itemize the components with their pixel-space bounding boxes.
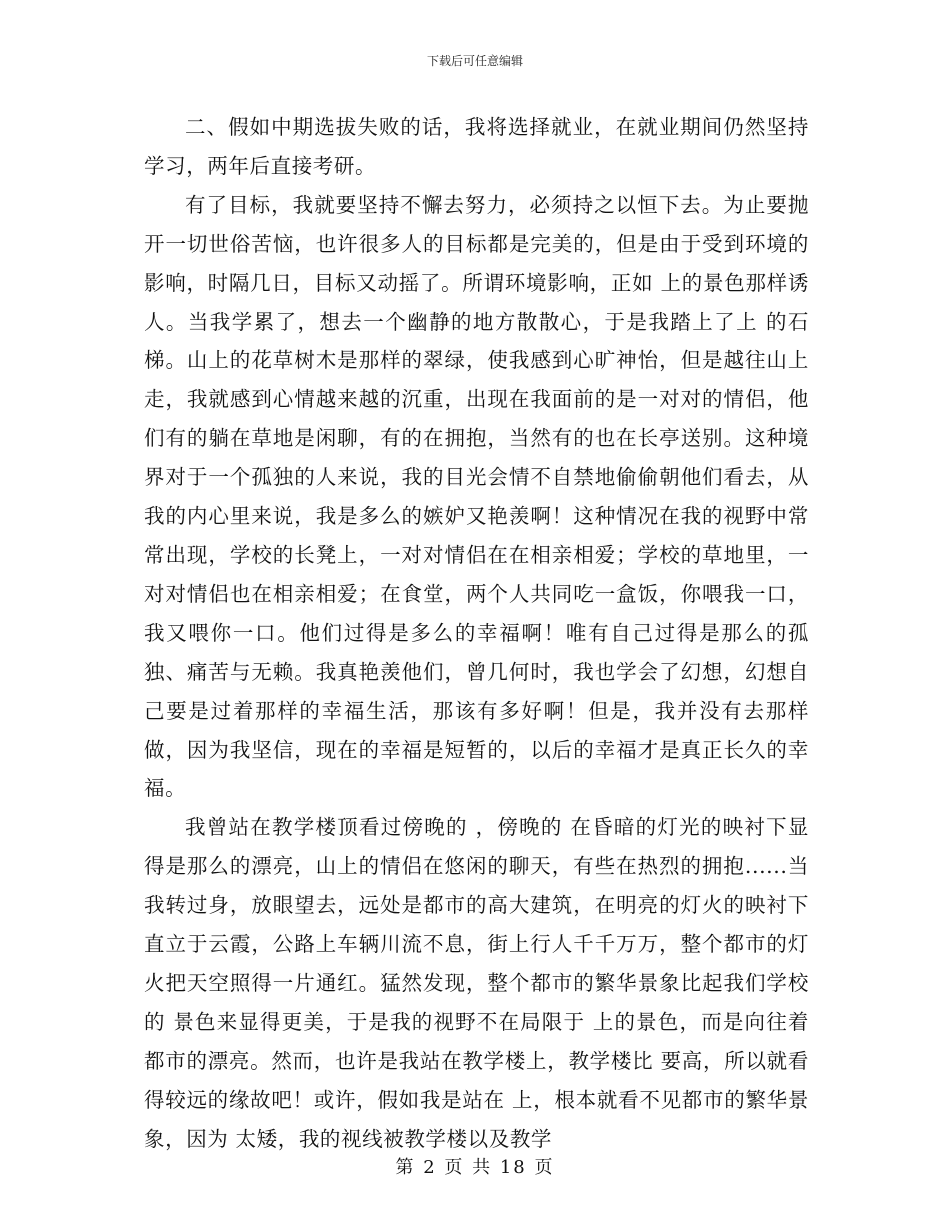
body-text bbox=[144, 108, 809, 1158]
paragraph-1: 二、假如中期选拔失败的话，我将选择就业，在就业期间仍然坚持学习，两年后直接考研。 bbox=[144, 115, 809, 178]
paragraph-2: 有了目标，我就要坚持不懈去努力，必须持之以恒下去。为止要抛开一切世俗苦恼，也许很多人的目标都是完美的，但是由于受到环境的影响，时隔几日，目标又动摇了。所谓环境影响，正如 上的景色那样诱人。当我学累了，想去一个幽静的地方散散心，于是我踏上了上 的石梯。山上的花草树木是那样的翠绿，使我感到心旷神怡，但是越往山上走，我就感到心情越来越的沉重，出现在我面前的是一对对的情侣，他们有的躺在草地是闲聊，有的在拥抱，当然有的也在长亭送别。这种境界对于一个孤独的人来说，我的目光会情不自禁地偷偷朝他们看去，从我的内心里来说，我是多么的嫉妒又艳羡啊！这种情况在我的视野中常常出现，学校的长凳上，一对对情侣在在相亲相爱；学校的草地里，一对对情侣也在相亲相爱；在食堂，两个人共同吃一盒饭，你喂我一口，我又喂你一口。他们过得是多么的幸福啊！唯有自己过得是那么的孤独、痛苦与无赖。我真艳羡他们，曾几何时，我也学会了幻想，幻想自己要是过着那样的幸福生活，那该有多好啊！但是，我并没有去那样做，因为我坚信，现在的幸福是短暂的，以后的幸福才是真正长久的幸福。 bbox=[144, 192, 809, 801]
paragraph-3: 我曾站在教学楼顶看过傍晚的 ，傍晚的 在昏暗的灯光的映衬下显得是那么的漂亮，山上的情侣在悠闲的聊天，有些在热烈的拥抱......当我转过身，放眼望去，远处是都市的高大建筑，在明亮的灯火的映衬下直立于云霞，公路上车辆川流不息，街上行人千千万万，整个都市的灯火把天空照得一片通红。猛然发现，整个都市的繁华景象比起我们学校的 景色来显得更美，于是我的视野不在局限于 上的景色，而是向往着都市的漂亮。然而，也许是我站在教学楼上，教学楼比 要高，所以就看得较远的缘故吧！或许，假如我是站在 上，根本就看不见都市的繁华景象，因为 太矮，我的视线被教学楼以及教学 bbox=[144, 815, 809, 1151]
page-footer: 第 2 页 共 18 页 bbox=[395, 1157, 555, 1178]
page-header: 下载后可任意编辑 bbox=[426, 54, 523, 68]
